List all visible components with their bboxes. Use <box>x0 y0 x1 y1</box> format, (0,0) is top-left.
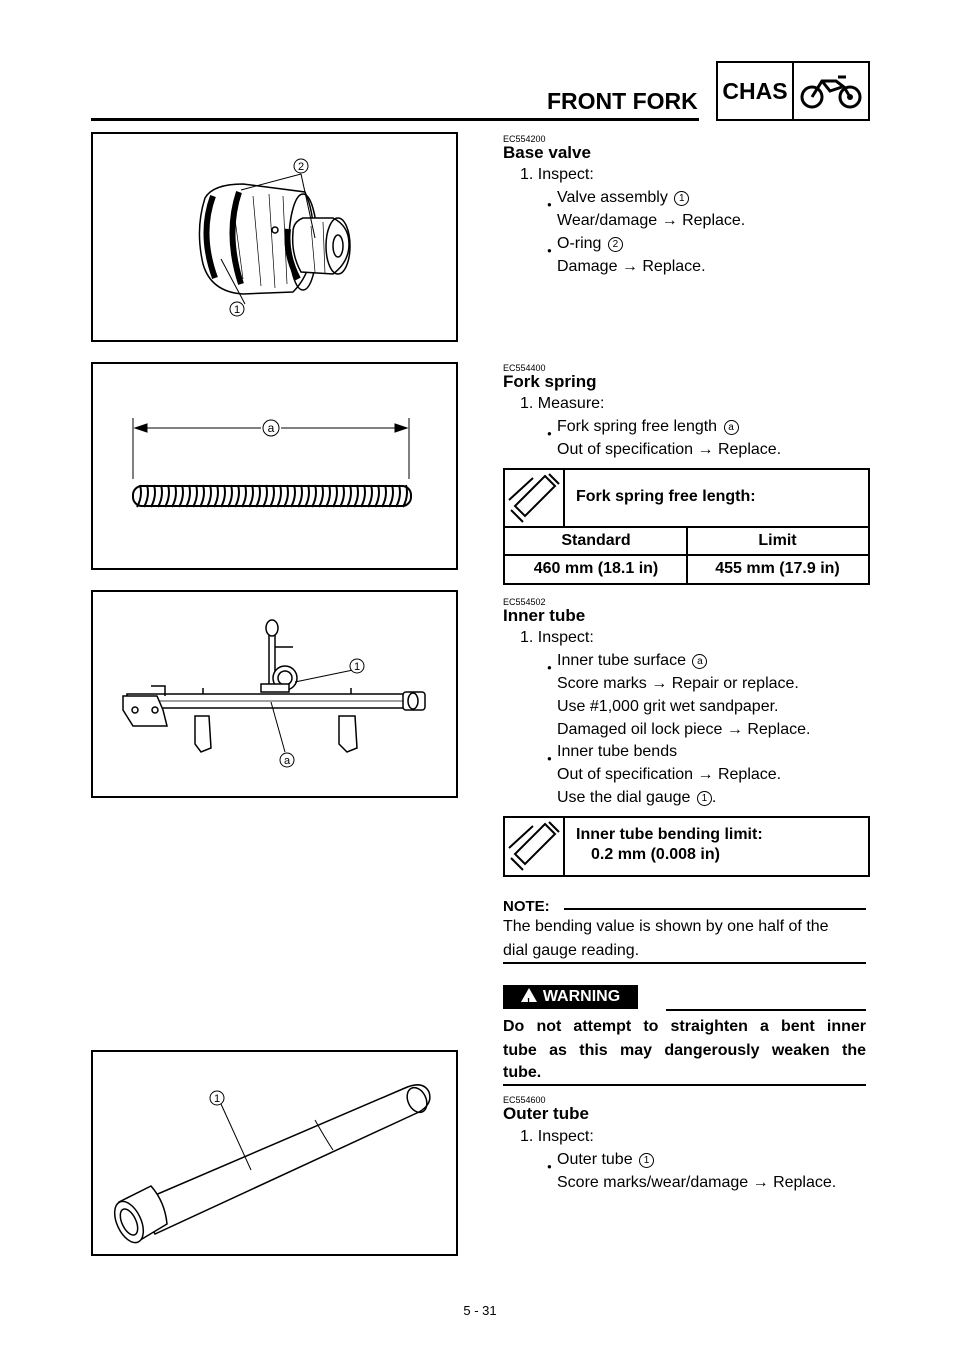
page-title: FRONT FORK <box>547 88 698 114</box>
section-code: EC554400 <box>503 363 546 373</box>
spec-col-standard: Standard <box>561 532 631 549</box>
fig1-label-1: 1 <box>233 304 241 316</box>
warning-text: tube as this may dangerously weaken the <box>503 1042 866 1059</box>
section-code: EC554502 <box>503 597 546 607</box>
item-action: Use #1,000 grit wet sandpaper. <box>557 698 779 715</box>
item-action: Out of specification → Replace. <box>557 766 782 783</box>
ref-badge: 2 <box>608 237 623 252</box>
fig1-label-2: 2 <box>297 161 305 173</box>
spec-title: Inner tube bending limit: <box>576 826 763 843</box>
spec-value: 0.2 mm (0.008 in) <box>591 846 720 863</box>
warning-icon: ! <box>521 988 537 1002</box>
step-text: 1. Inspect: <box>520 166 594 183</box>
spec-divider <box>563 470 565 526</box>
spec-col-limit: Limit <box>758 532 797 549</box>
section-label: CHAS <box>718 63 794 119</box>
header-rule <box>91 118 699 121</box>
item-action: Wear/damage → Replace. <box>557 212 746 229</box>
fig3-label-a: a <box>283 755 291 767</box>
section-heading: Inner tube <box>503 606 586 625</box>
figure-inner-tube <box>91 590 458 798</box>
warning-text: Do not attempt to straighten a bent inner <box>503 1018 866 1035</box>
page-number: 5 - 31 <box>463 1303 497 1318</box>
step-text: 1. Inspect: <box>520 629 594 646</box>
list-item <box>557 187 689 209</box>
item-text: Outer tube <box>557 1151 633 1168</box>
list-item <box>557 233 623 255</box>
section-heading: Outer tube <box>503 1104 589 1123</box>
fig3-label-1: 1 <box>353 661 361 673</box>
figure-fork-spring <box>91 362 458 570</box>
item-text: Use the dial gauge <box>557 789 691 806</box>
section-badge <box>716 61 870 121</box>
list-item <box>557 416 739 438</box>
item-action: Score marks → Repair or replace. <box>557 675 799 692</box>
item-action: Score marks/wear/damage → Replace. <box>557 1174 837 1191</box>
item-action <box>557 787 716 809</box>
item-action: Out of specification → Replace. <box>557 441 782 458</box>
caliper-icon <box>505 470 563 526</box>
item-text: Inner tube surface <box>557 652 686 669</box>
spec-divider <box>563 818 565 875</box>
ref-badge: a <box>692 654 707 669</box>
warning-label <box>503 985 638 1009</box>
figure-base-valve <box>91 132 458 342</box>
spec-table <box>503 468 870 585</box>
ref-badge: 1 <box>639 1153 654 1168</box>
spec-title: Fork spring free length: <box>576 488 756 505</box>
item-text: Fork spring free length <box>557 418 718 435</box>
item-text: Inner tube bends <box>557 743 678 760</box>
warning-label-text: WARNING <box>542 988 621 1005</box>
note-rule-bottom <box>503 962 866 964</box>
item-text: O-ring <box>557 235 602 252</box>
fig2-label-a: a <box>267 421 275 435</box>
section-code: EC554600 <box>503 1095 546 1105</box>
figure-outer-tube <box>91 1050 458 1256</box>
section-heading: Fork spring <box>503 372 597 391</box>
spec-value-limit: 455 mm (17.9 in) <box>715 560 840 577</box>
item-action: Damage → Replace. <box>557 258 706 275</box>
note-text: The bending value is shown by one half of the <box>503 918 829 935</box>
ref-badge: 1 <box>674 191 689 206</box>
item-action: Damaged oil lock piece → Replace. <box>557 721 811 738</box>
section-heading: Base valve <box>503 143 591 162</box>
ref-badge: 1 <box>697 791 712 806</box>
warning-text: tube. <box>503 1064 542 1081</box>
note-rule-top <box>564 908 866 910</box>
warning-rule-bottom <box>503 1084 866 1086</box>
spec-value-standard: 460 mm (18.1 in) <box>533 560 659 577</box>
fig4-label-1: 1 <box>213 1093 221 1105</box>
caliper-icon <box>505 818 563 874</box>
section-code: EC554200 <box>503 134 546 144</box>
list-item <box>557 650 707 672</box>
motorcycle-icon <box>794 63 868 119</box>
note-label: NOTE: <box>503 898 550 915</box>
spec-box <box>503 816 870 877</box>
warning-rule-top <box>666 1009 866 1011</box>
item-suffix: . <box>711 789 717 806</box>
list-item <box>557 741 677 763</box>
note-text: dial gauge reading. <box>503 942 640 959</box>
list-item <box>557 1149 654 1171</box>
item-text: Valve assembly <box>557 189 668 206</box>
step-text: 1. Inspect: <box>520 1128 594 1145</box>
ref-badge: a <box>724 420 739 435</box>
step-text: 1. Measure: <box>520 395 605 412</box>
